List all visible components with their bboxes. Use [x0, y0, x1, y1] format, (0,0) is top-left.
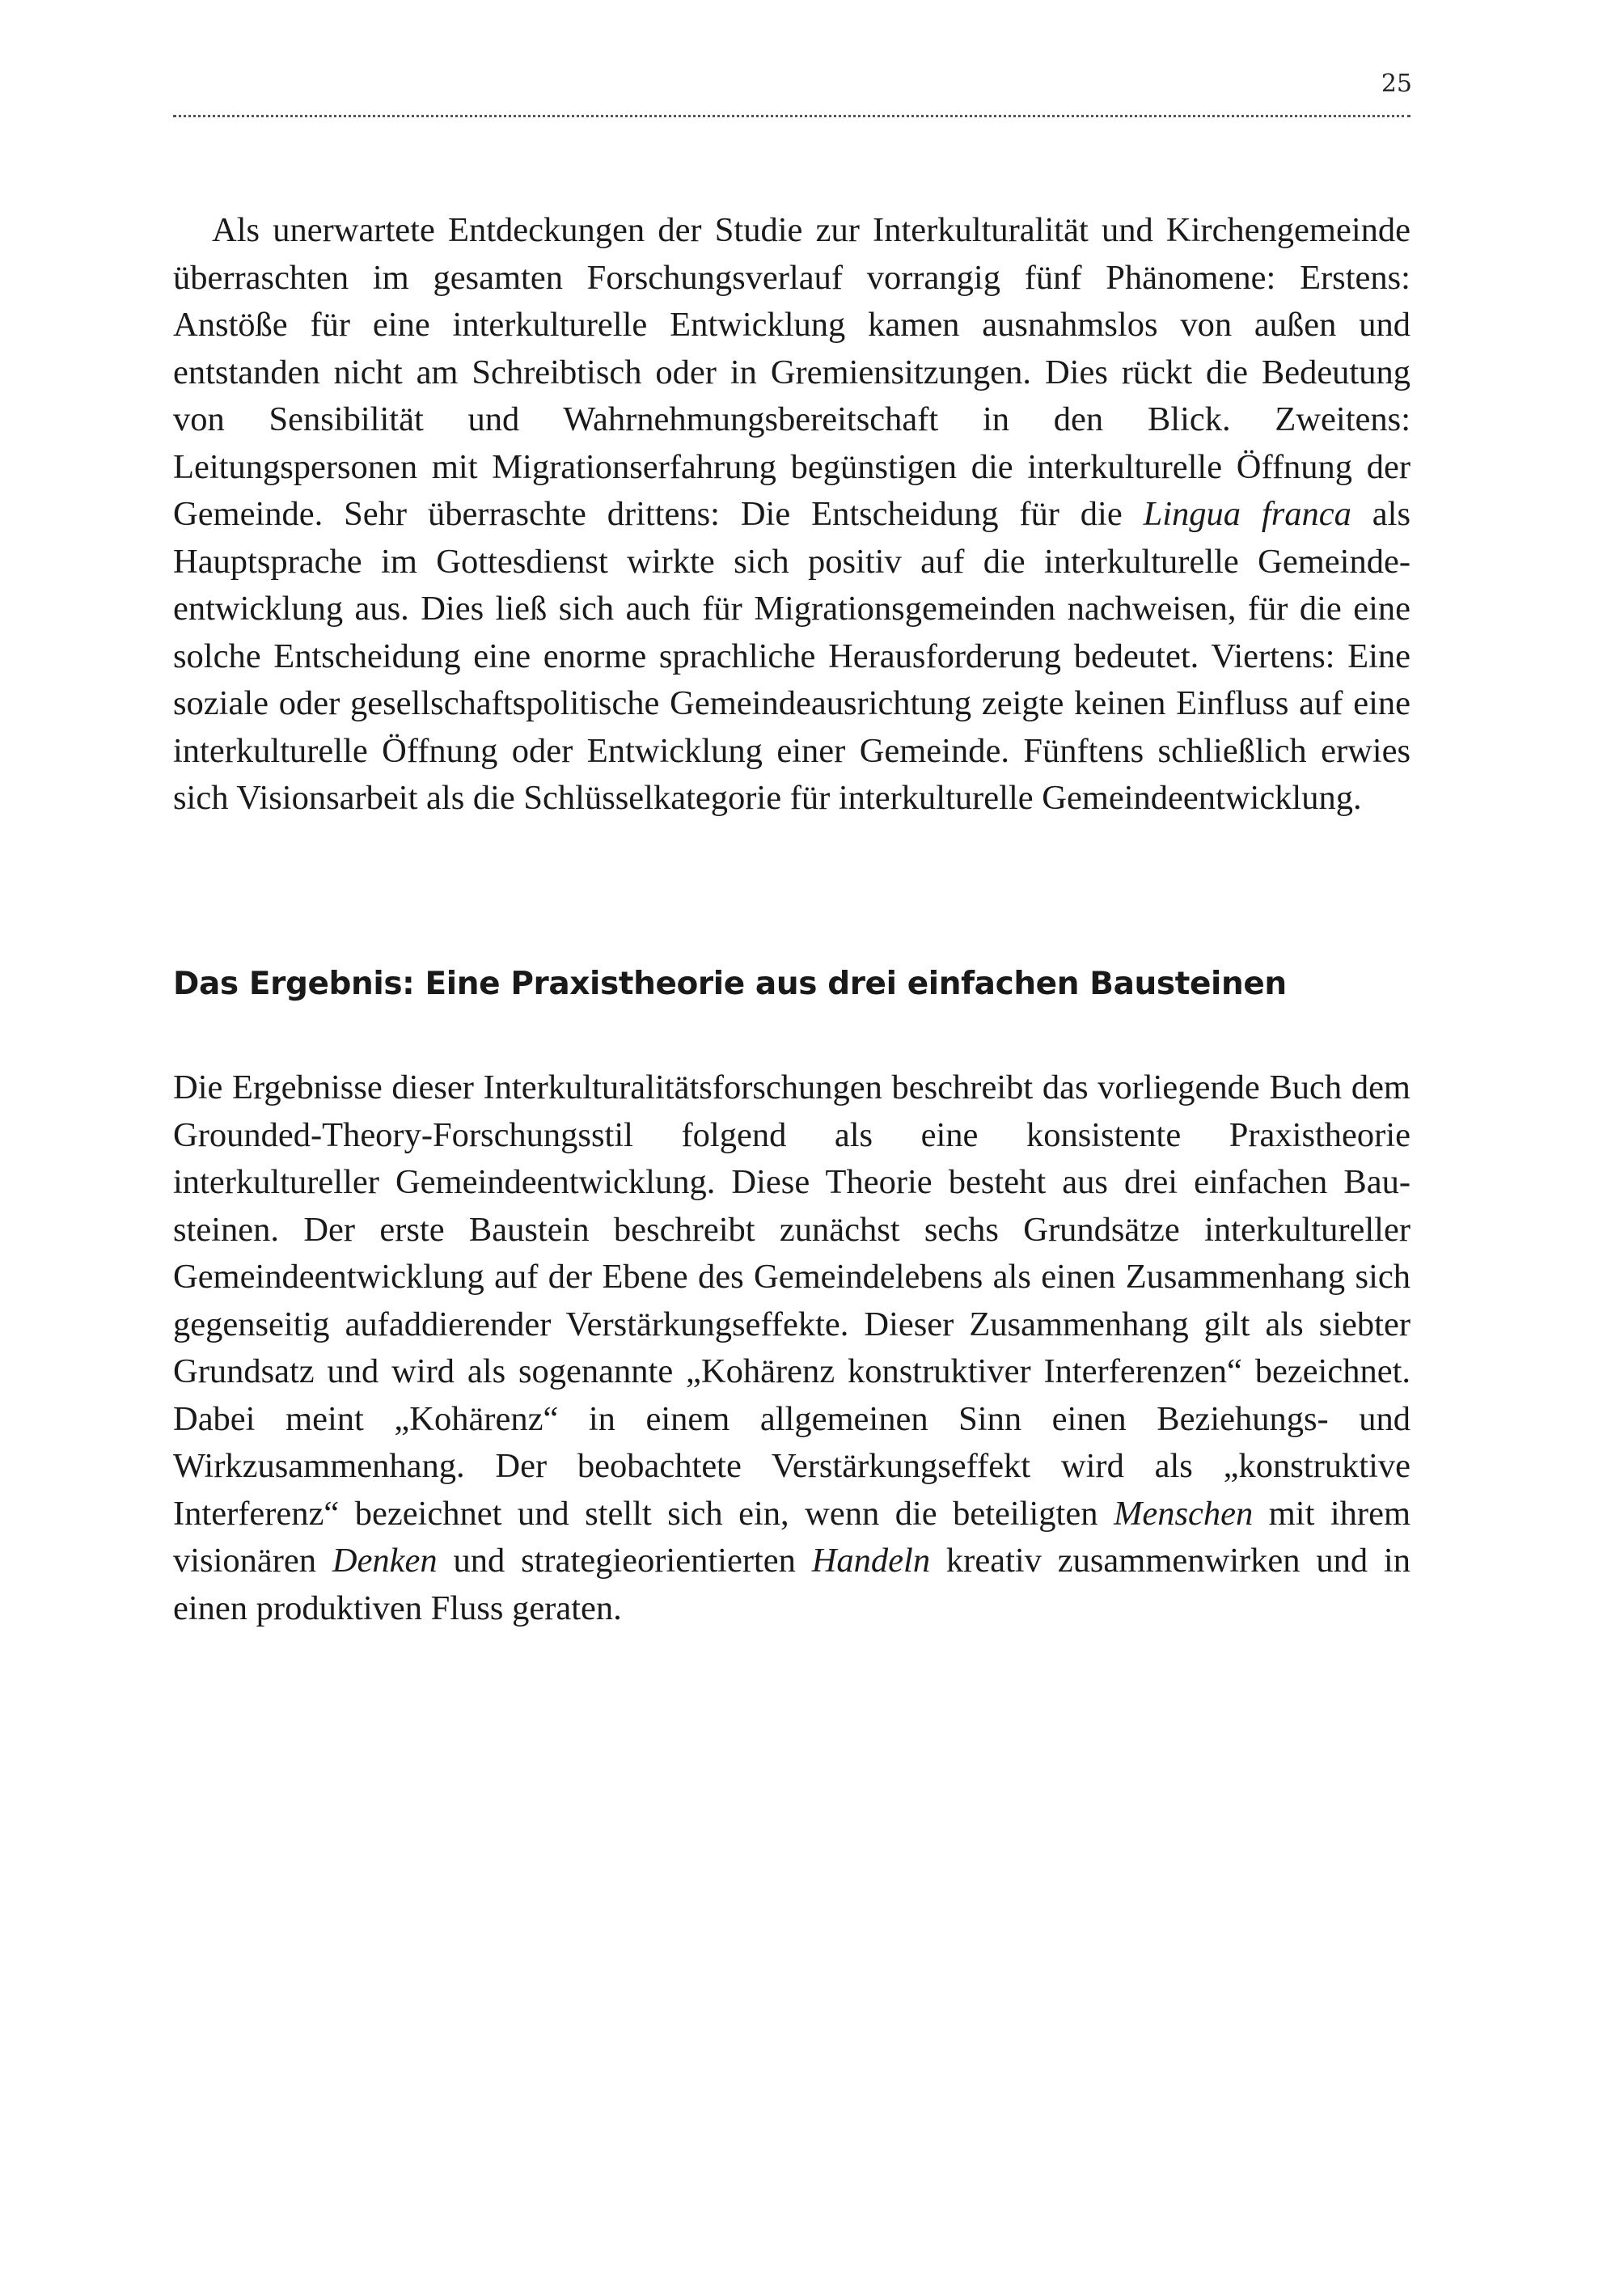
header-dotted-rule: [173, 115, 1410, 117]
intro-paragraph: [173, 207, 1410, 823]
section-italic-menschen: Menschen: [1113, 1494, 1254, 1533]
section-italic-handeln: Handeln: [811, 1542, 931, 1580]
intro-text-2: als Hauptsprache im Gottesdienst wirkte sich positiv auf die interkulturelle Gemeindeentwicklung aus. Dies ließ sich auch für Migrationsgemeinden nachweisen, für die eine solche Entscheidung eine enorme sprachliche Herausforderung bedeutet. Viertens: Eine soziale oder gesellschaftspolitische Gemeindeausrichtung zeigte keinen Einfluss auf eine interkulturelle Öffnung oder Entwicklung einer Gemeinde. Fünftens schließlich erwies sich Visionsarbeit als die Schlüsselkategorie für interkulturelle Gemeindeentwicklung.: [173, 495, 1410, 817]
intro-text-1: Als unerwartete Entdeckungen der Studie zur Interkulturalität und Kirchengemeinde überraschten im gesamten Forschungsverlauf vorrangig fünf Phänomene: Erstens: Anstöße für eine interkulturelle Entwicklung kamen ausnahmslos von außen und entstanden nicht am Schreibtisch oder in Gremiensitzungen. Dies rückt die Bedeutung von Sensibilität und Wahrnehmungsbereitschaft in den Blick. Zweitens: Leitungspersonen mit Migrationserfahrung begünstigen die interkulturelle Öffnung der Gemeinde. Sehr überraschte drittens: Die Entscheidung für die: [173, 211, 1410, 533]
section-text-2: mit ihrem visionären: [173, 1494, 1411, 1580]
section-text-1: Die Ergebnisse dieser Interkulturalitätsforschungen beschreibt das vorliegende Buch dem Grounded-Theory-Forschungsstil folgend als eine konsistente Praxistheorie interkultureller Gemeindeentwicklung. Diese Theorie besteht aus drei einfachen Bausteinen. Der erste Baustein beschreibt zunächst sechs Grundsätze interkultureller Gemeindeentwicklung auf der Ebene des Gemeindelebens als einen Zusammenhang sich gegenseitig aufaddierender Verstärkungseffekte. Dieser Zusammenhang gilt als siebter Grundsatz und wird als sogenannte „Kohärenz konstruktiver Interferenzen“ bezeichnet. Dabei meint „Kohärenz“ in einem allgemeinen Sinn einen Beziehungs- und Wirkzusammenhang. Der beobachtete Verstärkungseffekt wird als „konstruktive Interferenz“ bezeichnet und stellt sich ein, wenn die beteiligten: [173, 1068, 1410, 1533]
section-text-3: und strategieorientierten: [437, 1542, 812, 1580]
section-italic-denken: Denken: [332, 1542, 438, 1580]
section-heading: Das Ergebnis: Eine Praxistheorie aus drei einfachen Bausteinen: [173, 966, 1287, 1002]
intro-italic-lingua-franca: Lingua franca: [1143, 495, 1351, 533]
section-text-4: kreativ zusammenwirken und in einen produktiven Fluss geraten.: [173, 1542, 1410, 1627]
section-paragraph: [173, 1064, 1410, 1632]
page-number: 25: [1381, 70, 1412, 98]
